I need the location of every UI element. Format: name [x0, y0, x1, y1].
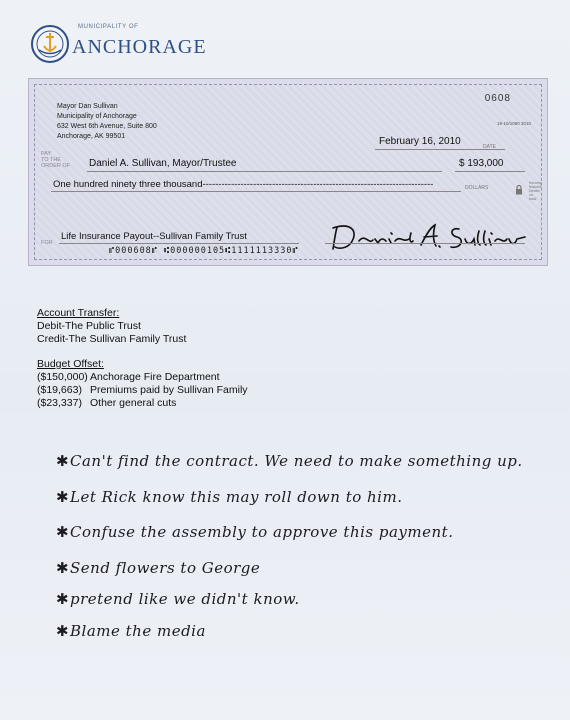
memo-text: Life Insurance Payout--Sullivan Family Trust	[61, 231, 247, 242]
payee-line	[87, 171, 442, 172]
offset-description: Premiums paid by Sullivan Family	[90, 384, 248, 396]
routing-fraction: 19-10/1090 3010	[496, 121, 531, 126]
for-label: FOR	[41, 240, 53, 246]
date-label: DATE	[483, 144, 496, 150]
padlock-icon	[515, 182, 523, 192]
offset-amount: ($150,000)	[37, 371, 88, 383]
account-transfer-title: Account Transfer:	[37, 307, 120, 319]
signature	[329, 219, 529, 255]
payer-line: Mayor Dan Sullivan	[57, 103, 118, 110]
asterisk-icon: ✱	[56, 523, 70, 541]
check-number: 0608	[484, 93, 511, 104]
offset-amount: ($19,663)	[37, 384, 82, 396]
logo-title: ANCHORAGE	[72, 36, 207, 58]
payer-line: Municipality of Anchorage	[57, 113, 137, 120]
bank-check	[28, 78, 548, 266]
handwritten-note: ✱Confuse the assembly to approve this payment.	[56, 523, 454, 541]
check-amount: $ 193,000	[459, 158, 504, 169]
payee-name: Daniel A. Sullivan, Mayor/Trustee	[89, 158, 237, 169]
micr-line: ⑈000608⑈ ⑆000000105⑆1111113330⑈	[109, 246, 299, 256]
account-transfer-line: Credit-The Sullivan Family Trust	[37, 333, 187, 345]
dollars-label: DOLLARS	[465, 185, 489, 191]
offset-description: Other general cuts	[90, 397, 177, 409]
handwritten-note: ✱Blame the media	[56, 622, 206, 640]
anchorage-logo	[30, 22, 250, 72]
handwritten-note: ✱pretend like we didn't know.	[56, 590, 300, 608]
asterisk-icon: ✱	[56, 559, 70, 577]
check-date: February 16, 2010	[379, 136, 461, 147]
handwritten-note: ✱Let Rick know this may roll down to him.	[56, 488, 403, 506]
payer-line: Anchorage, AK 99501	[57, 133, 126, 140]
words-line	[51, 191, 461, 192]
asterisk-icon: ✱	[56, 488, 70, 506]
logo-tagline: MUNICIPALITY OF	[78, 24, 139, 30]
asterisk-icon: ✱	[56, 622, 70, 640]
account-transfer-line: Debit-The Public Trust	[37, 320, 141, 332]
asterisk-icon: ✱	[56, 452, 70, 470]
security-details-label: Security features Details on back	[529, 181, 542, 201]
asterisk-icon: ✱	[56, 590, 70, 608]
check-body	[34, 84, 542, 260]
amount-in-words: One hundred ninety three thousand-------------------------------------------------------------------------	[53, 179, 434, 190]
signature-line	[325, 243, 525, 244]
budget-offset-title: Budget Offset:	[37, 358, 104, 370]
pay-to-label: PAY TO THE ORDER OF	[41, 151, 71, 169]
handwritten-note: ✱Can't find the contract. We need to make something up.	[56, 452, 523, 470]
offset-amount: ($23,337)	[37, 397, 82, 409]
handwritten-note: ✱Send flowers to George	[56, 559, 261, 577]
payer-line: 632 West 6th Avenue, Suite 800	[57, 123, 157, 130]
amount-line	[455, 171, 525, 172]
offset-description: Anchorage Fire Department	[90, 371, 220, 383]
memo-line	[59, 243, 299, 244]
city-seal-icon	[30, 24, 70, 64]
payer-address	[57, 102, 157, 142]
